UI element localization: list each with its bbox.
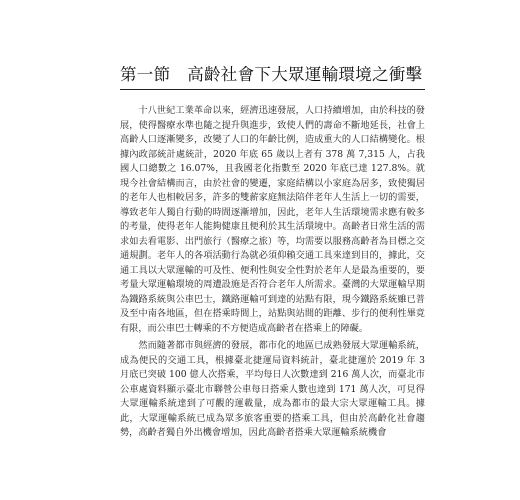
section-title: 第一節 高齡社會下大眾運輸環境之衝擊 [120, 65, 423, 84]
paragraph-2: 然而隨著都市與經濟的發展，都市化的地區已成熟發展大眾運輸系統，成為便民的交通工具，根據臺北捷運局資料統計，臺北捷運於 2019 年 3 月底已突破 100 億人次搭乘，平均每日人次數達到 216 萬人次，而臺北市公車處資料顯示臺北市聯營公車每日搭乘人數也達到 171 萬人次，可見得大眾運輸系統達到了可觀的運載量，成為都市的最大宗大眾運輸工具。據此，大眾運輸系統已成為眾多旅客重要的搭乘工具，但由於高齡化社會趨勢，高齡者獨自外出機會增加，因此高齡者搭乘大眾運輸系統機會 [120, 340, 425, 438]
section-header [120, 64, 425, 86]
title-underline-divider [120, 89, 425, 90]
paragraph-1: 十八世紀工業革命以來，經濟迅速發展，人口持續增加，由於科技的發展，使得醫療水準也隨之提升與進步，致使人們的壽命不斷地延長，社會上高齡人口逐漸變多，改變了人口的年齡比例，造成重大的人口結構變化。根據內政部統計處統計，2020 年底 65 歲以上者有 378 萬 7,315 人，占我國人口總數之 16.07%，且我國老化指數至 2020 年底已達 127.8%。就現今社會結構而言，由於社會的變遷，家庭結構以小家庭為居多，致使獨居的老年人也相較居多，許多的雙薪家庭無法陪伴老年人生活上一切的需要，導致老年人獨自行動的時間逐漸增加，因此，老年人生活環境需求應有較多的考量，使得老年人能夠健康且便利於其生活環境中。高齡者日常生活的需求如去看電影、出門旅行（醫療之旅）等，均需要以服務高齡者為目標之交通規劃。老年人的各項活動行為就必須仰賴交通工具來達到目的，據此，交通工具以大眾運輸的可及性、便利性與安全性對於老年人是最為重要的，要考量大眾運輸環境的周遭設施是否符合老年人所需求。臺灣的大眾運輸早期為鐵路系統與公車巴士，鐵路運輸可到達的站點有限，現今鐵路系統雖已普及至中南各地區，但在搭乘時間上，站點與站間的距離、步行的便利性畢竟有限，而公車巴士轉乘的不方便造成高齡者在搭乘上的障礙。 [120, 105, 425, 334]
body-text [120, 104, 425, 441]
